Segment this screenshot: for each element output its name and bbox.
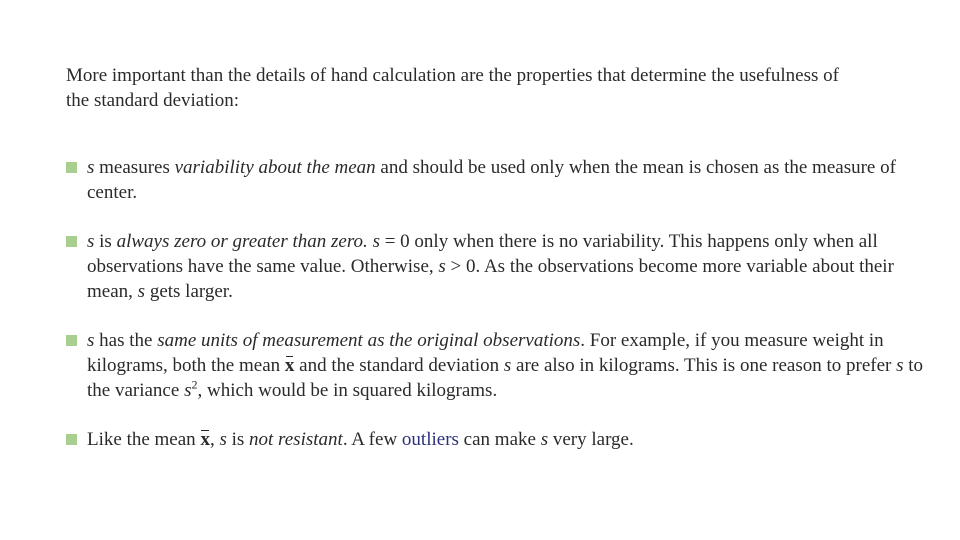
text-run: . A few — [342, 429, 402, 450]
outliers-link[interactable]: outliers — [401, 429, 459, 450]
list-item — [66, 155, 926, 205]
bullet-marker-icon — [66, 335, 77, 346]
emphasis: not resistant — [249, 429, 343, 450]
symbol-s: s — [219, 429, 227, 450]
symbol-x-bar: x — [200, 429, 210, 450]
exponent: 2 — [191, 377, 198, 392]
text-run: gets larger. — [145, 281, 233, 302]
symbol-s: s — [503, 355, 512, 376]
text-run: Like the mean — [87, 429, 201, 450]
text-run: is — [226, 429, 250, 450]
symbol-s: s — [372, 231, 380, 252]
symbol-s: s — [137, 281, 146, 302]
text-run: . For example, if you measure weight in kilograms, both the mean — [87, 330, 884, 376]
text-run: and should be used only when the mean is chosen as the measure of center. — [87, 157, 896, 203]
symbol-s: s — [540, 429, 549, 450]
list-item — [66, 229, 926, 304]
bullet-marker-icon — [66, 236, 77, 247]
symbol-s: s — [87, 330, 95, 351]
list-item — [66, 328, 926, 403]
emphasis: variability about the mean — [174, 157, 376, 178]
symbol-x-bar: x — [284, 355, 295, 376]
text-run: > 0. As the observations become more variable about their mean, — [87, 256, 894, 302]
symbol-s: s — [438, 256, 446, 277]
emphasis: same units of measurement as the original observations — [157, 330, 581, 351]
text-run: very large. — [548, 429, 634, 450]
symbol-s: s — [184, 380, 192, 401]
bullet-marker-icon — [66, 434, 77, 445]
text-run: has the — [94, 330, 158, 351]
text-run: , which would be in squared kilograms. — [197, 380, 498, 401]
text-run: and the standard deviation — [294, 355, 504, 376]
bullet-text — [87, 231, 894, 302]
bullet-text — [87, 157, 896, 203]
text-run: = 0 only when there is no variability. This happens only when all observations have the same value. Otherwise, — [87, 231, 878, 277]
text-run: , — [209, 429, 220, 450]
text-run: are also in kilograms. This is one reason to prefer — [511, 355, 897, 376]
bullet-text — [87, 429, 634, 450]
symbol-s: s — [87, 231, 95, 252]
intro-paragraph: More important than the details of hand calculation are the properties that determine the usefulness of the standard deviation: — [66, 65, 839, 111]
property-list — [66, 155, 926, 476]
symbol-s: s — [896, 355, 904, 376]
emphasis: always zero or greater than zero. — [116, 231, 368, 252]
list-item — [66, 427, 926, 452]
text-run: is — [94, 231, 117, 252]
bullet-text — [87, 330, 923, 401]
text-run: to the variance — [87, 355, 924, 401]
text-run: measures — [94, 157, 175, 178]
text-run: can make — [458, 429, 541, 450]
symbol-s: s — [87, 157, 95, 178]
bullet-marker-icon — [66, 162, 77, 173]
